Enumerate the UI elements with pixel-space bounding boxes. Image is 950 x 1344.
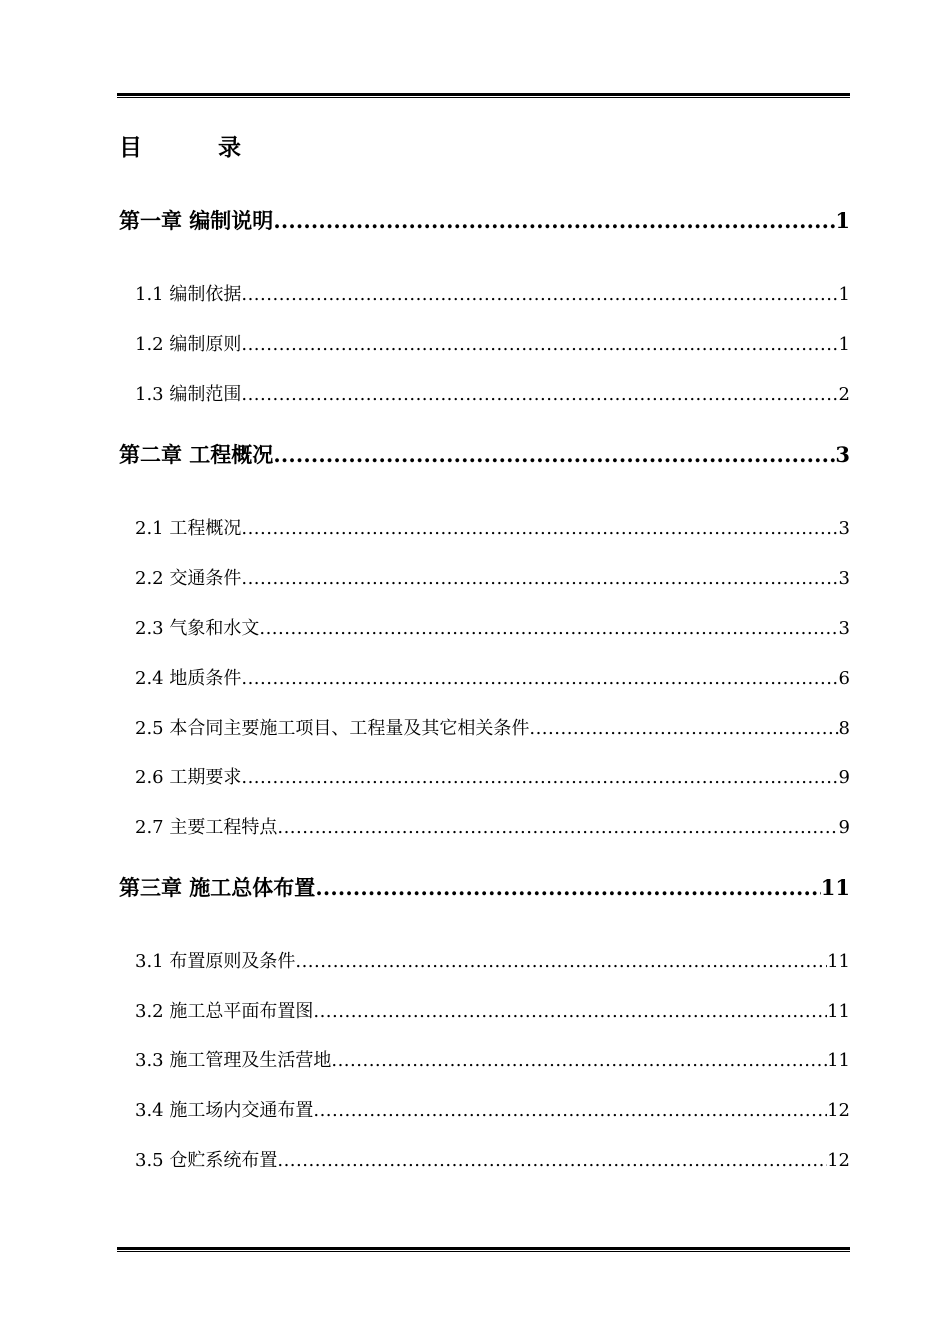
page-number: 9 [838, 767, 850, 788]
toc-section-3-3[interactable] [135, 1048, 850, 1074]
page-number: 2 [838, 384, 850, 405]
dot-leader [241, 516, 838, 542]
section-label: 3.3 施工管理及生活营地 [135, 1050, 332, 1071]
page-number: 6 [838, 668, 850, 689]
dot-leader [331, 1048, 827, 1074]
dot-leader [241, 666, 838, 692]
toc-section-1-1[interactable] [135, 282, 850, 308]
chapter-label: 第一章 编制说明 [119, 208, 274, 233]
section-label: 3.2 施工总平面布置图 [135, 1001, 314, 1022]
dot-leader [259, 616, 838, 642]
section-label: 2.6 工期要求 [135, 767, 242, 788]
section-label: 1.2 编制原则 [135, 334, 242, 355]
page-number: 11 [827, 951, 850, 972]
section-label: 1.3 编制范围 [135, 384, 242, 405]
toc-title [119, 132, 241, 164]
dot-leader [241, 382, 838, 408]
section-label: 2.5 本合同主要施工项目、工程量及其它相关条件 [135, 718, 530, 739]
toc-section-2-3[interactable] [135, 616, 850, 642]
toc-section-2-2[interactable] [135, 566, 850, 592]
footer-rule [117, 1247, 850, 1253]
toc-section-3-1[interactable] [135, 949, 850, 975]
toc-section-2-6[interactable] [135, 765, 850, 791]
page-number: 11 [820, 875, 850, 900]
toc-title-right: 录 [218, 134, 241, 161]
page-number: 11 [827, 1050, 850, 1071]
dot-leader [241, 332, 838, 358]
page-number: 1 [835, 208, 850, 233]
dot-leader [241, 765, 838, 791]
dot-leader [277, 1148, 827, 1174]
toc-section-1-3[interactable] [135, 382, 850, 408]
chapter-label: 第三章 施工总体布置 [119, 875, 316, 900]
page-number: 1 [838, 334, 850, 355]
toc-section-2-4[interactable] [135, 666, 850, 692]
dot-leader [313, 1098, 827, 1124]
section-label: 2.2 交通条件 [135, 568, 242, 589]
dot-leader [241, 282, 838, 308]
toc-section-3-2[interactable] [135, 999, 850, 1025]
dot-leader [295, 949, 827, 975]
page-number: 3 [838, 518, 850, 539]
page-number: 11 [827, 1001, 850, 1022]
dot-leader [529, 716, 838, 742]
section-label: 2.7 主要工程特点 [135, 817, 278, 838]
section-label: 3.4 施工场内交通布置 [135, 1100, 314, 1121]
section-label: 2.1 工程概况 [135, 518, 242, 539]
page-number: 1 [838, 284, 850, 305]
dot-leader [273, 440, 835, 470]
toc-section-2-5[interactable] [135, 716, 850, 742]
toc-section-1-2[interactable] [135, 332, 850, 358]
section-label: 2.3 气象和水文 [135, 618, 260, 639]
dot-leader [313, 999, 827, 1025]
page-number: 3 [835, 442, 850, 467]
page-number: 8 [838, 718, 850, 739]
toc-chapter-2[interactable] [119, 440, 850, 470]
page-number: 12 [827, 1100, 850, 1121]
page-number: 9 [838, 817, 850, 838]
dot-leader [273, 206, 835, 236]
section-label: 3.5 仓贮系统布置 [135, 1150, 278, 1171]
page-number: 3 [838, 618, 850, 639]
toc-chapter-1[interactable] [119, 206, 850, 236]
chapter-label: 第二章 工程概况 [119, 442, 274, 467]
header-rule [117, 93, 850, 99]
dot-leader [315, 873, 820, 903]
dot-leader [241, 566, 838, 592]
page-number: 12 [827, 1150, 850, 1171]
toc-section-2-7[interactable] [135, 815, 850, 841]
toc-section-2-1[interactable] [135, 516, 850, 542]
section-label: 2.4 地质条件 [135, 668, 242, 689]
section-label: 3.1 布置原则及条件 [135, 951, 296, 972]
section-label: 1.1 编制依据 [135, 284, 242, 305]
toc-title-left: 目 [119, 134, 142, 161]
toc-chapter-3[interactable] [119, 873, 850, 903]
dot-leader [277, 815, 838, 841]
toc-section-3-5[interactable] [135, 1148, 850, 1174]
toc-section-3-4[interactable] [135, 1098, 850, 1124]
page-number: 3 [838, 568, 850, 589]
